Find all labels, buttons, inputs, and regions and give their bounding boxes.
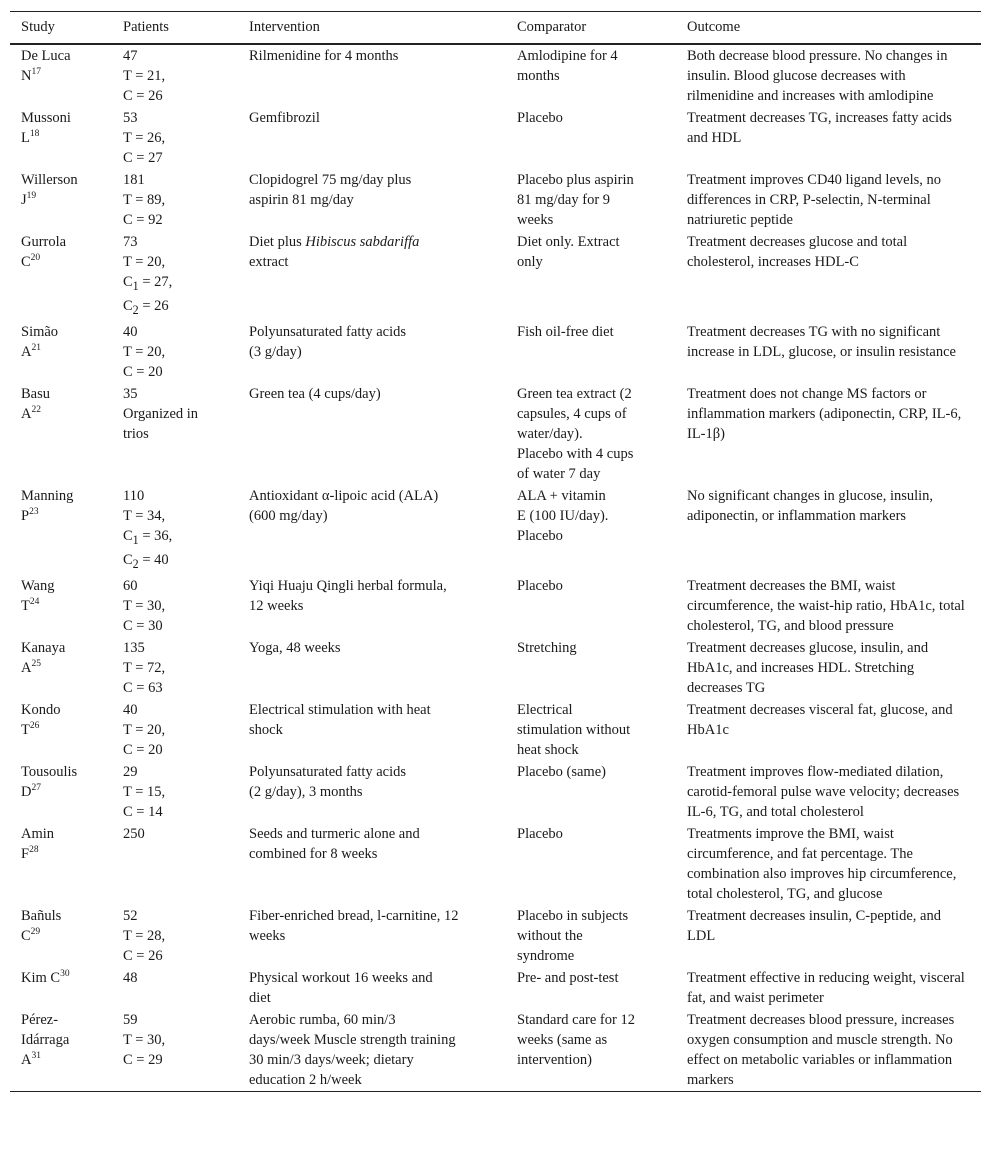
study-name: Mussoni L bbox=[21, 110, 71, 146]
reference-number: 20 bbox=[30, 253, 41, 264]
study-name: Gurrola C bbox=[21, 234, 67, 270]
study-cell bbox=[10, 637, 112, 699]
intervention-cell: Gemfibrozil bbox=[249, 110, 320, 126]
reference-number: 22 bbox=[31, 404, 41, 415]
outcome-cell: Treatment decreases glucose and total cholesterol, increases HDL-C bbox=[687, 234, 908, 270]
patients-cell: 60 T = 30, C = 30 bbox=[123, 577, 166, 634]
study-name: De Luca N bbox=[21, 48, 71, 84]
studies-table bbox=[10, 11, 981, 1092]
outcome-cell: Treatment effective in reducing weight, visceral fat, and waist perimeter bbox=[687, 969, 965, 1006]
patients-cell: 135 T = 72, C = 63 bbox=[123, 639, 166, 696]
patients-cell: 110 T = 34, $C_1 = 36$, $C_2 = 40$ bbox=[123, 487, 173, 571]
study-name: Kim C bbox=[21, 969, 61, 986]
comparator-cell: Stretching bbox=[517, 639, 577, 656]
outcome-cell: Treatments improve the BMI, waist circumference, and fat percentage. The combination also improves hip circumference, total cholesterol, TG, and glucose bbox=[687, 825, 957, 902]
patients-cell: 47 T = 21, C = 26 bbox=[123, 48, 166, 104]
intervention-cell: Polyunsaturated fatty acids (2 g/day), 3 months bbox=[249, 763, 407, 800]
study-name: Amin F bbox=[21, 825, 55, 862]
reference-number: 31 bbox=[31, 1050, 41, 1061]
study-cell bbox=[10, 383, 112, 485]
patients-cell: 40 T = 20, C = 20 bbox=[123, 701, 166, 758]
header-study: Study bbox=[21, 19, 55, 35]
intervention-cell: Yoga, 48 weeks bbox=[249, 639, 341, 656]
reference-number: 21 bbox=[31, 342, 41, 353]
patients-cell: 73 T = 20, $C_1 = 27$, $C_2 = 26$ bbox=[123, 234, 173, 317]
study-cell bbox=[10, 761, 112, 823]
study-name: Tousoulis D bbox=[21, 763, 78, 800]
outcome-cell: Treatment decreases blood pressure, increases oxygen consumption and muscle strength. No effect on metabolic variables or inflammation markers bbox=[687, 1011, 955, 1088]
intervention-cell: Fiber-enriched bread, l-carnitine, 12 weeks bbox=[249, 907, 459, 944]
intervention-cell: Electrical stimulation with heat shock bbox=[249, 701, 431, 738]
reference-number: 17 bbox=[31, 67, 41, 78]
table-row bbox=[10, 699, 981, 761]
reference-number: 28 bbox=[29, 844, 39, 855]
table-row bbox=[10, 321, 981, 383]
patients-cell: 59 T = 30, C = 29 bbox=[123, 1011, 166, 1068]
outcome-cell: Both decrease blood pressure. No changes in insulin. Blood glucose decreases with rilmenidine and increases with amlodipine bbox=[687, 48, 948, 104]
study-cell bbox=[10, 1009, 112, 1092]
table-row bbox=[10, 761, 981, 823]
intervention-cell: Physical workout 16 weeks and diet bbox=[249, 969, 433, 1006]
study-cell bbox=[10, 485, 112, 575]
table-row bbox=[10, 575, 981, 637]
patients-cell: 181 T = 89, C = 92 bbox=[123, 172, 166, 228]
patients-cell: 48 bbox=[123, 969, 138, 986]
study-name: Kondo T bbox=[21, 701, 61, 738]
study-cell bbox=[10, 575, 112, 637]
reference-number: 23 bbox=[29, 506, 39, 517]
intervention-cell: Green tea (4 cups/day) bbox=[249, 385, 381, 402]
intervention-cell: Seeds and turmeric alone and combined for 8 weeks bbox=[249, 825, 420, 862]
outcome-cell: Treatment improves CD40 ligand levels, no differences in CRP, P-selectin, N-terminal natriuretic peptide bbox=[687, 172, 941, 228]
study-cell bbox=[10, 169, 112, 231]
intervention-cell: Clopidogrel 75 mg/day plus aspirin 81 mg/day bbox=[249, 172, 412, 208]
study-cell bbox=[10, 823, 112, 905]
outcome-cell: Treatment decreases glucose, insulin, and HbA1c, and increases HDL. Stretching decreases TG bbox=[687, 639, 929, 696]
reference-number: 29 bbox=[30, 926, 41, 937]
intervention-cell: Diet plus Hibiscus sabdariffa extract bbox=[249, 234, 420, 270]
table-row bbox=[10, 107, 981, 169]
comparator-cell: Placebo bbox=[517, 825, 563, 842]
study-name: Willerson J bbox=[21, 172, 78, 208]
comparator-cell: Placebo bbox=[517, 577, 563, 594]
patients-cell: 35 Organized in trios bbox=[123, 385, 199, 442]
header-comparator: Comparator bbox=[517, 19, 587, 35]
intervention-cell: Yiqi Huaju Qingli herbal formula, 12 weeks bbox=[249, 577, 447, 614]
study-cell bbox=[10, 107, 112, 169]
study-name: Manning P bbox=[21, 487, 74, 524]
study-cell bbox=[10, 231, 112, 321]
outcome-cell: Treatment decreases the BMI, waist circumference, the waist-hip ratio, HbA1c, total cholesterol, TG, and blood pressure bbox=[687, 577, 965, 634]
header-intervention: Intervention bbox=[249, 19, 320, 35]
comparator-cell: Fish oil-free diet bbox=[517, 323, 614, 340]
reference-number: 18 bbox=[29, 129, 40, 140]
reference-number: 19 bbox=[26, 191, 37, 202]
study-cell bbox=[10, 905, 112, 967]
comparator-cell: Placebo bbox=[517, 110, 563, 126]
comparator-cell: Placebo in subjects without the syndrome bbox=[517, 907, 629, 964]
reference-number: 26 bbox=[29, 720, 40, 731]
table-row bbox=[10, 383, 981, 485]
header-patients: Patients bbox=[123, 19, 169, 35]
intervention-cell: Rilmenidine for 4 months bbox=[249, 48, 399, 64]
table-row bbox=[10, 169, 981, 231]
comparator-cell: Standard care for 12 weeks (same as intervention) bbox=[517, 1011, 635, 1068]
reference-number: 30 bbox=[60, 968, 70, 979]
header-row bbox=[10, 12, 981, 45]
study-name: Kanaya A bbox=[21, 639, 66, 676]
comparator-cell: Placebo plus aspirin 81 mg/day for 9 weeks bbox=[517, 172, 634, 228]
table-row bbox=[10, 823, 981, 905]
table-row bbox=[10, 485, 981, 575]
intervention-cell: Polyunsaturated fatty acids (3 g/day) bbox=[249, 323, 407, 360]
comparator-cell: Placebo (same) bbox=[517, 763, 606, 780]
table-row bbox=[10, 905, 981, 967]
study-name: Simão A bbox=[21, 323, 59, 360]
study-cell bbox=[10, 967, 112, 1009]
outcome-cell: Treatment decreases TG with no significant increase in LDL, glucose, or insulin resistance bbox=[687, 323, 956, 360]
patients-cell: 250 bbox=[123, 825, 145, 842]
header-outcome: Outcome bbox=[687, 19, 741, 35]
outcome-cell: Treatment decreases insulin, C-peptide, and LDL bbox=[687, 907, 941, 944]
outcome-cell: Treatment improves flow-mediated dilation, carotid-femoral pulse wave velocity; decreases IL-6, TG, and total cholesterol bbox=[687, 763, 960, 820]
table-body bbox=[10, 44, 981, 1091]
comparator-cell: Green tea extract (2 capsules, 4 cups of water/day). Placebo with 4 cups of water 7 day bbox=[517, 385, 634, 482]
study-cell bbox=[10, 699, 112, 761]
table-header bbox=[10, 12, 981, 45]
patients-cell: 29 T = 15, C = 14 bbox=[123, 763, 166, 820]
patients-cell: 53 T = 26, C = 27 bbox=[123, 110, 166, 166]
study-name: Pérez- Idárraga A bbox=[21, 1011, 70, 1068]
reference-number: 25 bbox=[31, 658, 41, 669]
study-cell bbox=[10, 44, 112, 107]
outcome-cell: No significant changes in glucose, insulin, adiponectin, or inflammation markers bbox=[687, 487, 934, 524]
study-name: Basu A bbox=[21, 385, 50, 422]
table-row bbox=[10, 231, 981, 321]
comparator-cell: ALA + vitamin E (100 IU/day). Placebo bbox=[517, 487, 609, 544]
study-name: Bañuls C bbox=[21, 907, 62, 944]
reference-number: 27 bbox=[31, 782, 41, 793]
outcome-cell: Treatment decreases visceral fat, glucose, and HbA1c bbox=[687, 701, 953, 738]
table-row bbox=[10, 1009, 981, 1092]
comparator-cell: Electrical stimulation without heat shock bbox=[517, 701, 631, 758]
table-row bbox=[10, 44, 981, 107]
study-name: Wang T bbox=[21, 577, 55, 614]
table-row bbox=[10, 967, 981, 1009]
patients-cell: 40 T = 20, C = 20 bbox=[123, 323, 166, 380]
comparator-cell: Amlodipine for 4 months bbox=[517, 48, 618, 84]
comparator-cell: Pre- and post-test bbox=[517, 969, 619, 986]
intervention-cell: Aerobic rumba, 60 min/3 days/week Muscle strength training 30 min/3 days/week; dietary education 2 h/week bbox=[249, 1011, 456, 1088]
reference-number: 24 bbox=[29, 596, 40, 607]
patients-cell: 52 T = 28, C = 26 bbox=[123, 907, 166, 964]
study-cell bbox=[10, 321, 112, 383]
table-row bbox=[10, 637, 981, 699]
intervention-cell: Antioxidant α-lipoic acid (ALA) (600 mg/day) bbox=[249, 487, 439, 524]
comparator-cell: Diet only. Extract only bbox=[517, 234, 620, 270]
outcome-cell: Treatment decreases TG, increases fatty acids and HDL bbox=[687, 110, 952, 146]
outcome-cell: Treatment does not change MS factors or inflammation markers (adiponectin, CRP, IL-6, IL-1β) bbox=[687, 385, 962, 442]
